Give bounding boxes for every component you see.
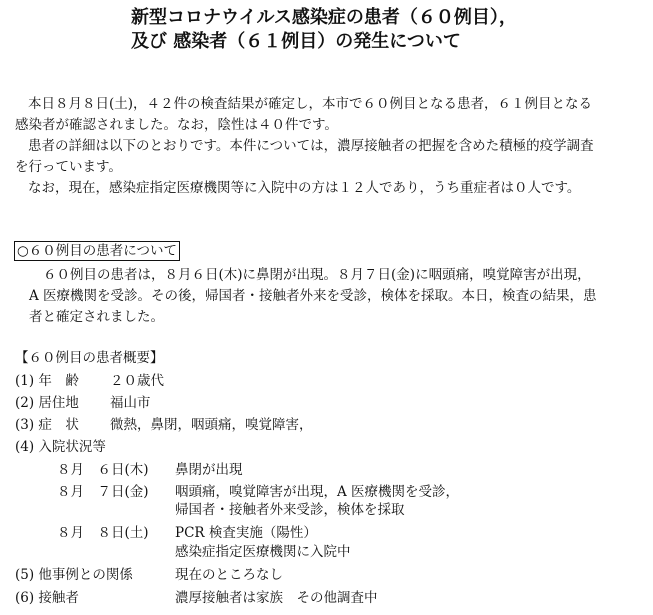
contacts-value: 濃厚接触者は家族 その他調査中 [175,590,378,606]
contacts-label: (6) 接触者 [15,590,79,606]
residence-value: 福山市 [110,395,151,411]
relation-label: (5) 他事例との関係 [15,567,133,583]
case60-description-line1: ６０例目の患者は，８月６日(木)に鼻閉が出現。８月７日(金)に咽頭痛，嗅覚障害が出現， [43,267,591,283]
case60-description-line2: A 医療機関を受診。その後，帰国者・接触者外来を受診，検体を採取。本日，検査の結果，患 [29,288,597,304]
case60-description-line3: 者と確定されました。 [29,309,164,325]
document-title-line2: 及び 感染者（６１例目）の発生について [131,31,461,52]
hospital-status-label: (4) 入院状況等 [15,439,106,455]
age-value: ２０歳代 [110,373,164,389]
timeline-event: PCR 検査実施（陽性） [175,525,317,541]
intro-p1-line2: 感染者が確認されました。なお，陰性は４０件です。 [15,117,338,133]
timeline-event-continued: 感染症指定医療機関に入院中 [175,544,351,560]
intro-p2-line2: を行っています。 [15,159,122,175]
timeline-date: ８月 ６日(木) [57,462,149,478]
symptoms-value: 微熱，鼻閉，咽頭痛，嗅覚障害， [110,417,313,433]
symptoms-label: (3) 症 状 [15,417,79,433]
intro-p2-line1: 患者の詳細は以下のとおりです。本件については，濃厚接触者の把握を含めた積極的疫学調査 [28,138,594,154]
overview-heading: 【６０例目の患者概要】 [15,350,164,366]
section-heading-case60: ○６０例目の患者について [14,241,180,261]
document-title-line1: 新型コロナウイルス感染症の患者（６０例目）， [131,7,517,28]
age-label: (1) 年 齢 [15,373,79,389]
timeline-date: ８月 ８日(土) [57,525,149,541]
timeline-event-continued: 帰国者・接触者外来受診，検体を採取 [175,502,405,518]
timeline-date: ８月 ７日(金) [57,484,149,500]
residence-label: (2) 居住地 [15,395,79,411]
timeline-event: 咽頭痛，嗅覚障害が出現，A 医療機関を受診， [175,484,460,500]
timeline-event: 鼻閉が出現 [175,462,243,478]
intro-p3-line1: なお，現在，感染症指定医療機関等に入院中の方は１２人であり，うち重症者は０人です。 [28,180,581,196]
intro-p1-line1: 本日８月８日(土)，４２件の検査結果が確定し，本市で６０例目となる患者，６１例目となる [28,96,593,112]
relation-value: 現在のところなし [175,567,283,583]
